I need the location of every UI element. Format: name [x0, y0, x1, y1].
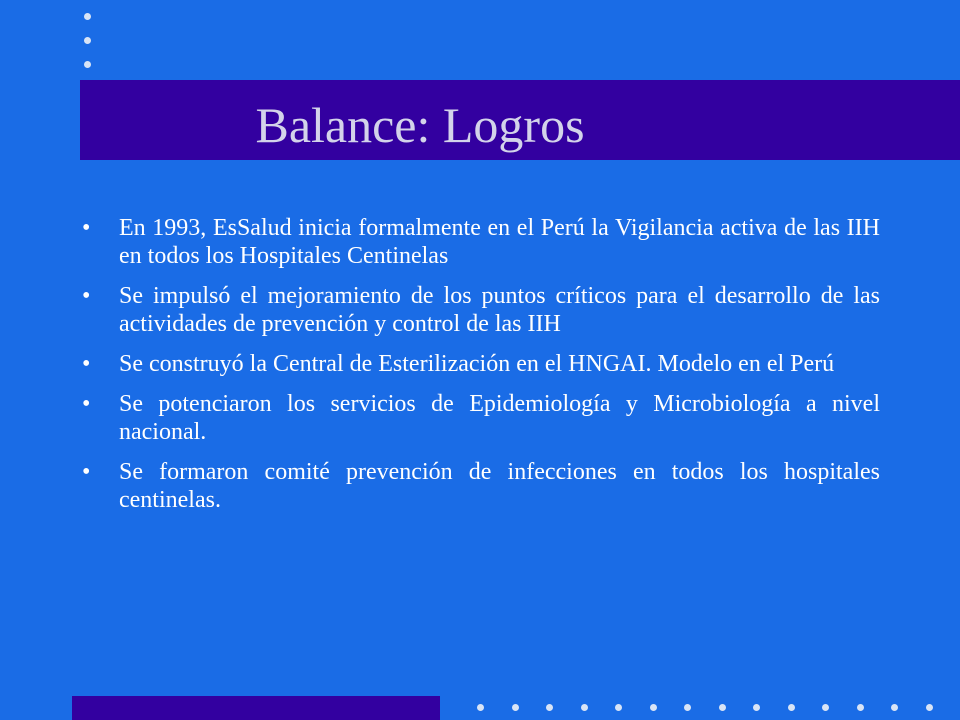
decorative-dot — [84, 61, 91, 68]
bottom-band — [72, 696, 440, 720]
bullet-mark: • — [82, 215, 91, 241]
bullet-mark: • — [82, 283, 91, 309]
decorative-dot — [512, 704, 519, 711]
decorative-dot — [684, 704, 691, 711]
bullet-text: Se construyó la Central de Esterilización en el HNGAI. Modelo en el Perú — [119, 351, 835, 377]
bullet-text: Se formaron comité prevención de infecciones en todos los hospitales centinelas. — [119, 459, 880, 513]
bullet-text: Se impulsó el mejoramiento de los puntos críticos para el desarrollo de las actividades de prevención y control de las IIH — [119, 283, 880, 337]
bullet-item — [82, 214, 880, 270]
decorative-dot — [788, 704, 795, 711]
decorative-dot — [926, 704, 933, 711]
bullet-text: Se potenciaron los servicios de Epidemiología y Microbiología a nivel nacional. — [119, 391, 880, 445]
decorative-dot — [753, 704, 760, 711]
bullet-mark: • — [82, 351, 91, 377]
bullet-item — [82, 350, 880, 378]
bullet-mark: • — [82, 391, 91, 417]
bullet-list — [82, 214, 880, 526]
bullet-text: En 1993, EsSalud inicia formalmente en el Perú la Vigilancia activa de las IIH en todos los Hospitales Centinelas — [119, 215, 880, 269]
bullet-mark: • — [82, 459, 91, 485]
slide-title: Balance: Logros — [255, 97, 585, 153]
bullet-item — [82, 390, 880, 446]
decorative-dot — [581, 704, 588, 711]
decorative-dot — [477, 704, 484, 711]
decorative-dot — [857, 704, 864, 711]
bullet-item — [82, 458, 880, 514]
decorative-dot — [719, 704, 726, 711]
decorative-dot — [615, 704, 622, 711]
decorative-dot — [891, 704, 898, 711]
decorative-dot — [84, 13, 91, 20]
decorative-dot — [650, 704, 657, 711]
decorative-dot — [822, 704, 829, 711]
bullet-item — [82, 282, 880, 338]
decorative-dot — [84, 37, 91, 44]
decorative-dot — [546, 704, 553, 711]
